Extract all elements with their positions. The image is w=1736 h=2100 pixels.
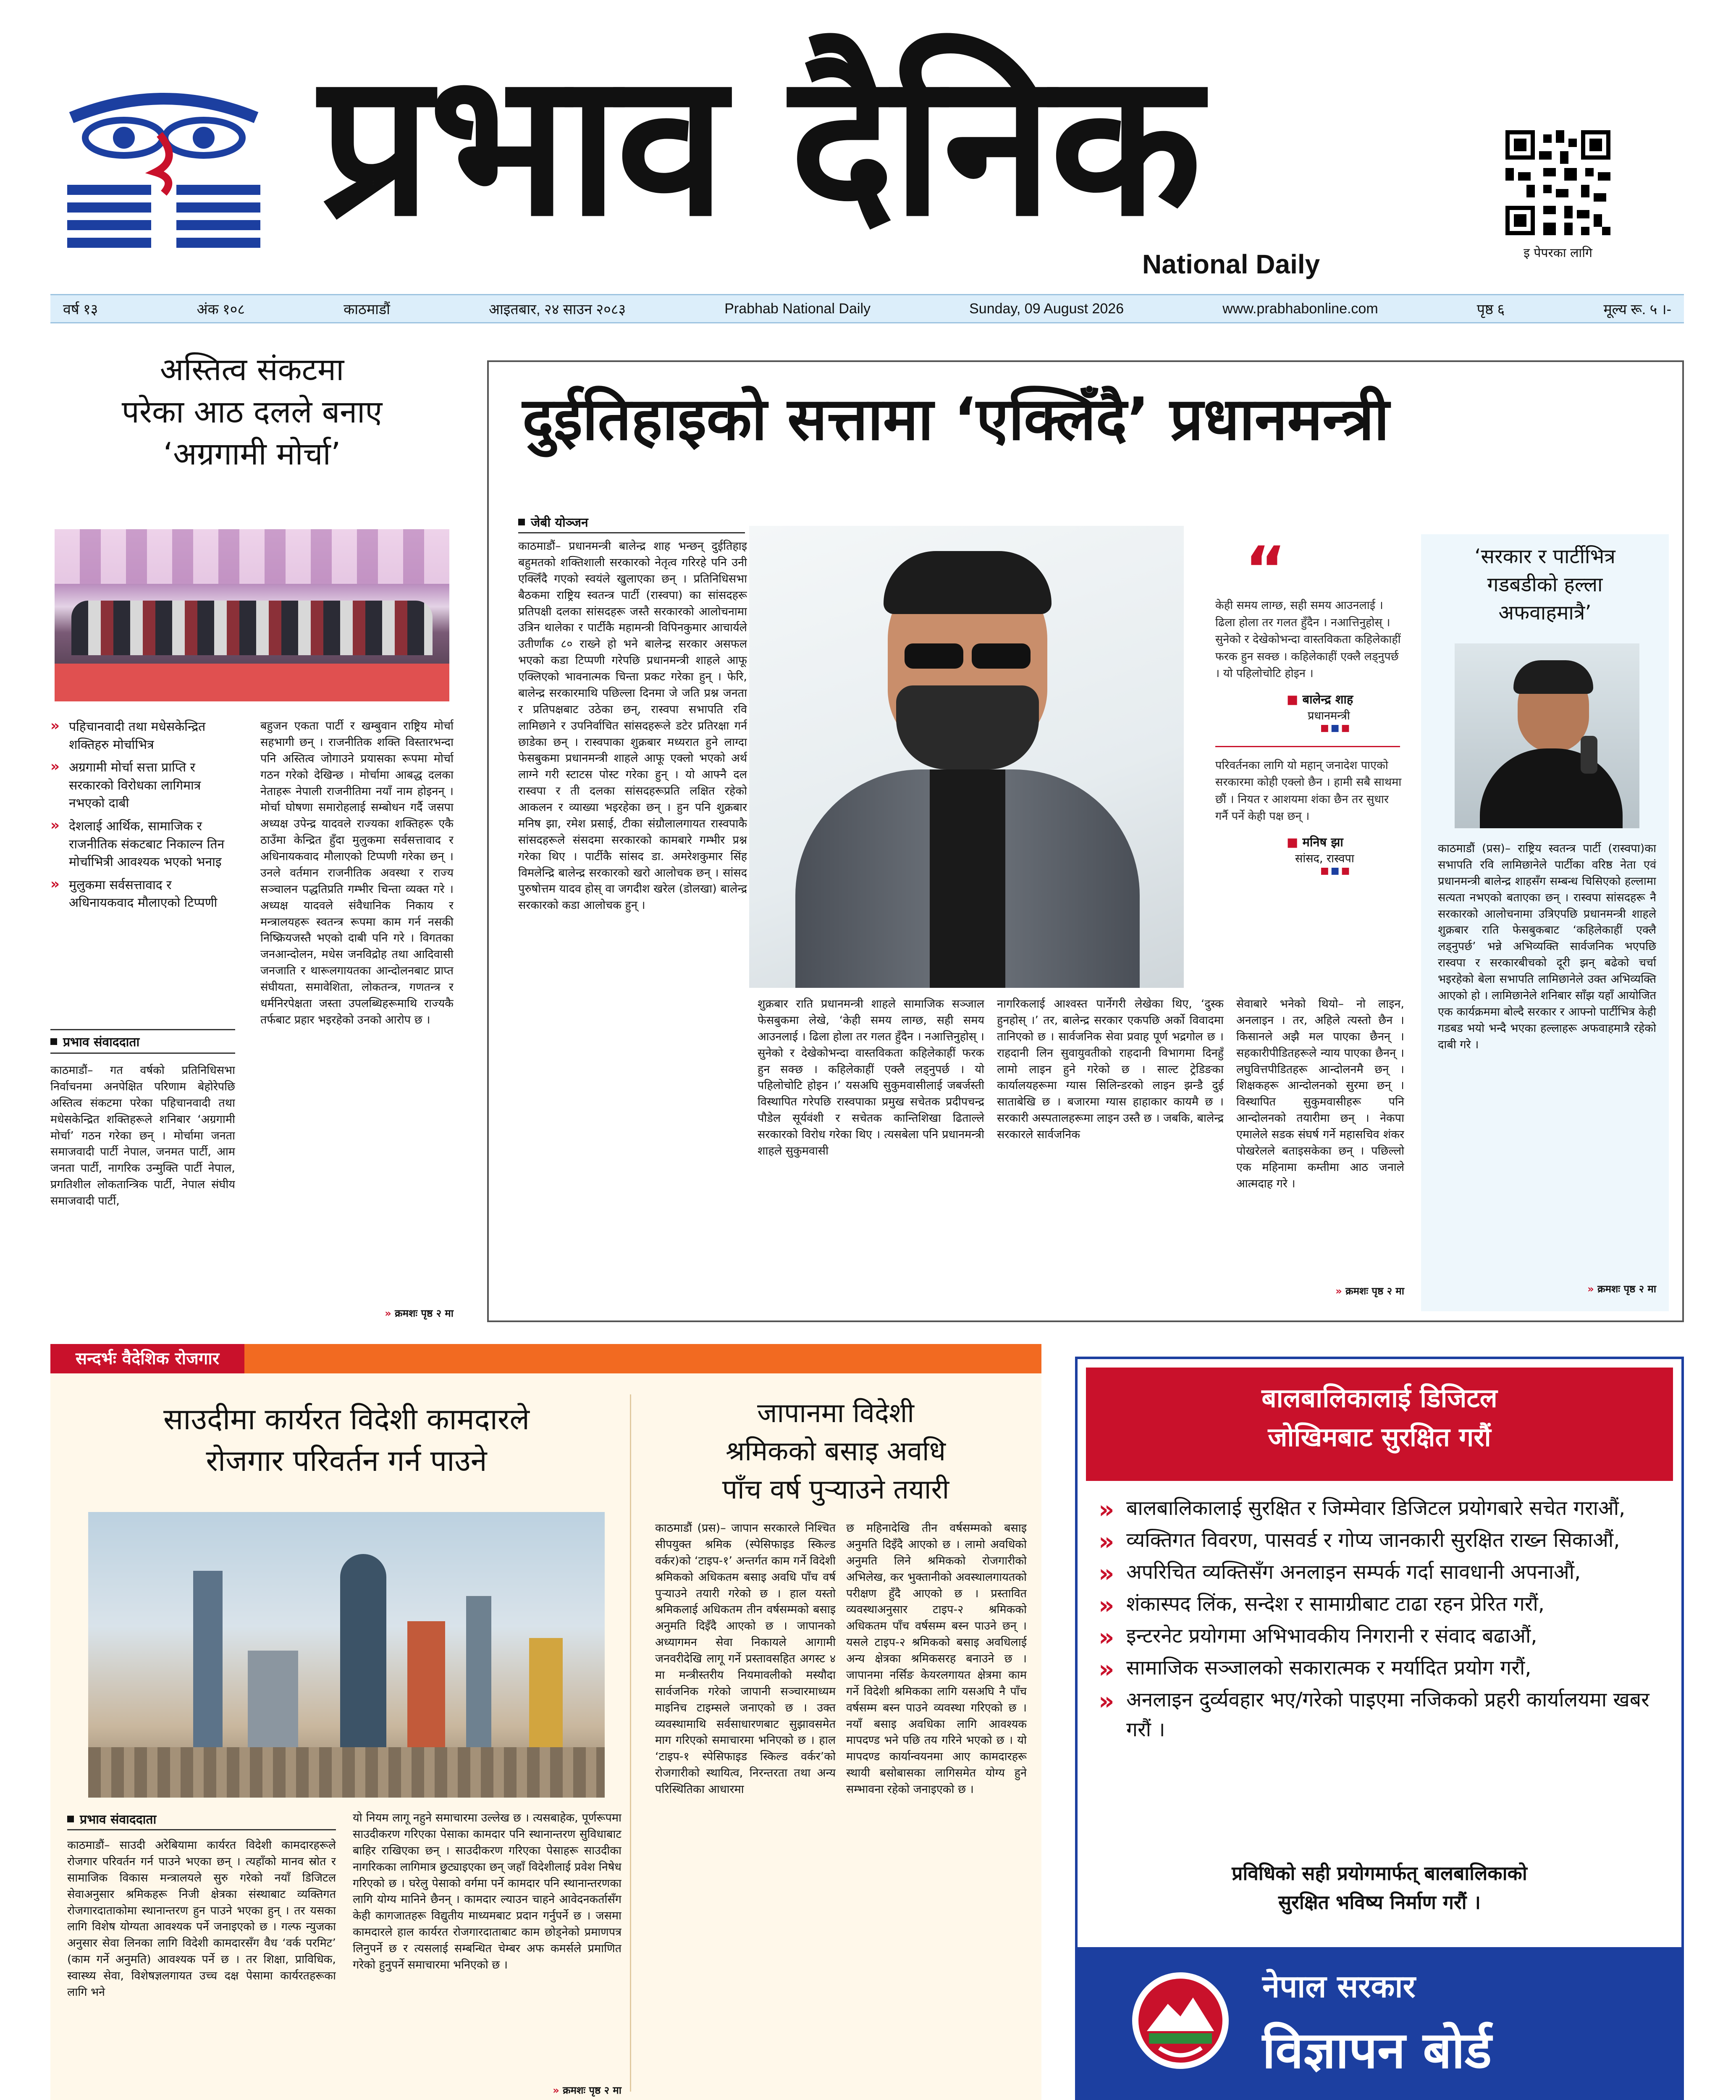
child-ad-title: बालबालिकालाई डिजिटल जोखिमबाट सुरक्षित गरौं bbox=[1086, 1368, 1673, 1481]
buddha-eyes-logo bbox=[55, 88, 273, 256]
foreign-employment-section bbox=[50, 1344, 1041, 2100]
child-ad-item-1: » बालबालिकालाई सुरक्षित र जिम्मेवार डिजिटल प्रयोगबारे सचेत गराऔं, bbox=[1094, 1494, 1665, 1523]
flag-dots-2: ■■■ bbox=[1320, 865, 1352, 876]
main-col-1: काठमाडौं– प्रधानमन्त्री बालेन्द्र शाह भन्छन् दुईतिहाइ बहुमतको शक्तिशाली सरकारको नेतृत्व गरिरहे पनि उनी एक्लिँदै गएको स्वयंले खुलाएका छन् । प्रतिनिधिसभा बैठकमा राष्ट्रिय स्वतन्त्र पार्टी (रास्वपा) का सांसदहरू प्रतिपक्षी दलका सांसदहरू जस्तै सरकारको आलोचनामा उत्रिन थालेका र पार्टीकै महामन्त्री विपिनकुमार आचार्यले उतीर्णांक ८० राख्ने हो भने बालेन्द्र सरकार असफल भएको कडा टिप्पणी गरेपछि प्रधानमन्त्री शाहले आफू एक्लिएको भावनात्मक चिन्ता प्रकट गरेका हुन् । फेरि, बालेन्द्र सरकारमाथि पछिल्ला दिनमा जे जति प्रश्न जनता र प्रतिपक्षबाट उठेका छन्, रास्वपा सभापति रवि लामिछाने र उपनिर्वाचित सांसदहरूले डटेर प्रतिरक्षा गर्न छाडेका छन् । रास्वपाका शुक्रबार मध्यरात हुने लाग्दा फेसबुकमा प्रधानमन्त्री शाहले आफू एक्लो भएको अर्थ लाग्ने गरी स्टाटस पोस्ट गरेका हुन् । यो आफ्नै दल रास्वपा र ती दलका सांसदहरूप्रति लक्षित रहेको आकलन र व्याख्या भइरहेका छन् । हुन पनि शुक्रबार मनिष झा, रमेश प्रसाई, टीका संग्रौलालगायत रास्वपाकै सांसदहरूले संसदमा सरकारको कामबारे गम्भीर प्रश्न गरेका थिए । पार्टीकै सांसद डा. अमरेशकुमार सिंह विमलेन्द्रि बालेन्द्र सरकारको खरो आलोचक छन् । सांसद पुरुषोत्तम यादव होस् वा जगदीश खरेल (डोलखा) बालेन्द्र सरकारको कडा आलोचक हुन् । bbox=[518, 540, 747, 912]
section-tag: सन्दर्भः वैदेशिक रोजगार bbox=[50, 1344, 244, 1373]
qr-code-icon[interactable] bbox=[1505, 130, 1610, 235]
quote-divider bbox=[1215, 746, 1400, 747]
info-page: पृष्ठ ६ bbox=[1476, 302, 1505, 318]
right-body: काठमाडौं (प्रस)– राष्ट्रिय स्वतन्त्र पार्टी (रास्वपा)का सभापति रवि लामिछानेले पार्टीका वरिष्ठ नेता एवं प्रधानमन्त्री बालेन्द्र शाहसँग सम्बन्ध चिसिएको हल्लामा सत्यता नभएको बताएका छन् । रास्वपा सांसदहरू नै सरकारको आलोचनामा उत्रिएपछि प्रधानमन्त्री शाहले शुक्रबार राति फेसबुकबाट ‘कहिलेकाहीं एक्लै लड्नुपर्छ’ भन्ने अभिव्यक्ति सार्वजनिक भएपछि रास्वपा र सरकारबीचको दूरी झन् बढेको चर्चा भइरहेको बेला सभापति लामिछानेले उक्त अभिव्यक्ति आएको हो । लामिछानेले शनिबार साँझ यहाँ आयोजित एक कार्यक्रममा बोल्दै सरकार र आफ्नो पार्टीभित्र केही गडबड भयो भन्दै भएका हल्लाहरू अफवाहमात्रै रहेको दाबी गरे । bbox=[1438, 842, 1656, 1051]
gov-label: नेपाल सरकार bbox=[1262, 1969, 1416, 2005]
main-story bbox=[487, 360, 1684, 1322]
child-ad-list bbox=[1094, 1494, 1665, 1747]
japan-col-2: छ महिनादेखि तीन वर्षसम्मको बसाइ अनुमति दिइँदै आएको छ । लामो अवधिको अनुमति लिने श्रमिकको रोजगारीको अभिलेख, कर भुक्तानीको अवस्थालगायतको परीक्षण हुँदै आएको छ । प्रस्तावित व्यवस्थाअनुसार टाइप-२ श्रमिकको अधिकतम पाँच वर्षसम्म बस्न पाउने छन् । यसले टाइप-२ श्रमिकको बसाइ अवधिलाई अन्य क्षेत्रका श्रमिकसरह बनाउने छ । जापानमा नर्सिङ केयरलगायत क्षेत्रमा काम गर्ने विदेशी श्रमिकका लागि यसअघि नै पाँच वर्षसम्म बस्न पाउने व्यवस्था गरिएको छ । नयाँ बसाइ अवधिका लागि आवश्यक मापदण्ड भने पछि तय गरिने भएको छ । यो मापदण्ड कार्यान्वयनमा आए कामदारहरू स्थायी बसोबासका लागिसमेत योग्य हुने सम्भावना रहेको जनाइएको छ । bbox=[846, 1522, 1027, 1796]
masthead-subtitle: National Daily bbox=[1142, 249, 1320, 279]
child-ad-item-5: » इन्टरनेट प्रयोगमा अभिभावकीय निगरानी र संवाद बढाऔं, bbox=[1094, 1621, 1665, 1651]
info-volume: वर्ष १३ bbox=[63, 302, 98, 318]
japan-headline: जापानमा विदेशी श्रमिकको बसाइ अवधि पाँच वर्ष पुऱ्याउने तयारी bbox=[722, 1398, 949, 1505]
info-price: मूल्य रू. ५ ।- bbox=[1603, 302, 1671, 318]
mp-quote-role: सांसद, रास्वपा bbox=[1295, 852, 1354, 865]
riyadh-skyline-photo bbox=[88, 1512, 605, 1798]
left-col-2: बहुजन एकता पार्टी र खम्बुवान राष्ट्रिय मोर्चा सहभागी छन् । राजनीतिक शक्ति विस्तारभन्दा पनि अस्तित्व जोगाउने प्रयासका रूपमा मोर्चा गठन गरेको देखिन्छ । मोर्चामा आबद्ध दलका नेताहरू नेपाली राजनीतिमा नयाँ नाम होइनन् । मोर्चा घोषणा समारोहलाई सम्बोधन गर्दै जसपा अध्यक्ष उपेन्द्र यादवले राज्यका शक्तिहरू एकै ठाउँमा केन्द्रित हुँदा मुलुकमा सर्वसत्तावाद र अधिनायकवाद मौलाएको टिप्पणी गरेका छन् । उनले वर्तमान राजनीतिक अवस्था र राज्य सञ्चालन पद्धतिप्रति गम्भीर चिन्ता व्यक्त गरे । अध्यक्ष यादवले संवैधानिक निकाय र मन्त्रालयहरू स्वतन्त्र रूपमा काम गर्न नसकी निष्क्रियजस्तै भएको दाबी पनि गरे । विगतका जनआन्दोलन, मधेस जनविद्रोह तथा आदिवासी जनजाति र थारूलगायतका आन्दोलनबाट प्राप्त संघीयता, समावेशिता, लोकतन्त्र, गणतन्त्र र धर्मनिरपेक्षता जस्ता उपलब्धिहरूमाथि राज्यकै तर्फबाट प्रहार भइरहेको उनको आरोप छ । bbox=[260, 719, 454, 1026]
left-col-1: काठमाडौं– गत वर्षको प्रतिनिधिसभा निर्वाचनमा अनपेक्षित परिणाम बेहोरेपछि अस्तित्व संकटमा परेका पहिचानवादी तथा मधेसकेन्द्रित शक्तिहरूले शनिबार ‘अग्रगामी मोर्चा’ गठन गरेका छन् । मोर्चामा जनता समाजवादी पार्टी नेपाल, जनमत पार्टी, आम जनता पार्टी, नागरिक उन्मुक्ति पार्टी नेपाल, प्रगतिशील लोकतान्त्रिक पार्टी, नेपाल संघीय समाजवादी पार्टी, bbox=[50, 1064, 235, 1208]
main-col-4: सेवाबारे भनेको थियो– नो लाइन, अनलाइन । तर, अहिले त्यस्तो छैन । किसानले अझै मल पाएका छैनन् । सहकारीपीडितहरूले न्याय पाएका छैनन् । लघुवित्तपीडितहरू आन्दोलनमै छन् । शिक्षकहरू आन्दोलनको सुरमा छन् । विस्थापित सुकुमवासीहरू पनि आन्दोलनको तयारीमा छन् । नेकपा एमालेले सडक संघर्ष गर्ने महासचिव शंकर पोखरेलले बताइसकेका छन् । पछिल्लो एक महिनामा कम्तीमा आठ जनाले आत्मदाह गरे । bbox=[1236, 998, 1404, 1190]
rabi-lamichhane-photo bbox=[1455, 643, 1639, 828]
qr-caption: इ पेपरका लागि bbox=[1524, 246, 1592, 260]
mp-quote-text: परिवर्तनका लागि यो महान् जनादेश पाएको सरकारमा कोही एक्लो छैन । हामी सबै साथमा छौं । नियत र आशयमा शंका छैन तर सुधार गर्नै पर्ने केही पक्ष छन् । bbox=[1215, 759, 1402, 823]
info-paper-name: Prabhab National Daily bbox=[724, 300, 871, 317]
child-ad-item-2: » व्यक्तिगत विवरण, पासवर्ड र गोप्य जानकारी सुरक्षित राख्न सिकाऔं, bbox=[1094, 1525, 1665, 1555]
main-col-2: शुक्रबार राति प्रधानमन्त्री शाहले सामाजिक सञ्जाल फेसबुकमा लेखे, ‘केही समय लाग्छ, सही समय आउनलाई । ढिला होला तर गलत हुँदैन । नआत्तिनुहोस् । सुनेको र देखेकोभन्दा वास्तविकता कहिलेकाहीं फरक हुन सक्छ । कहिलेकाहीं एक्लै लड्नुपर्छ । यो पहिलोचोटि होइन ।’ यसअघि सुकुमवासीलाई जबर्जस्ती विस्थापित गरेपछि रास्वपाका प्रमुख सचेतक प्रदीपचन्द्र पौडेल सूर्यवंशी र सचेतक कान्तिशिखा ढिताल्ले सरकारको विरोध गरेका थिए । त्यसबेला पनि प्रधानमन्त्री शाहले सुकुमवासी bbox=[758, 998, 984, 1158]
left-continued[interactable]: » क्रमशः पृष्ठ २ मा bbox=[385, 1307, 454, 1319]
child-ad-item-3: » अपरिचित व्यक्तिसँग अनलाइन सम्पर्क गर्दा सावधानी अपनाऔं, bbox=[1094, 1557, 1665, 1587]
mp-quote-name: ■ मनिष झा bbox=[1287, 835, 1343, 849]
pm-quote-role: प्रधानमन्त्री bbox=[1308, 709, 1350, 722]
child-ad-item-7: » अनलाइन दुर्व्यवहार भए/गरेको पाइएमा नजिकको प्रहरी कार्यालयमा खबर गरौं । bbox=[1094, 1685, 1665, 1744]
child-ad-item-6: » सामाजिक सञ्जालको सकारात्मक र मर्यादित प्रयोग गरौं, bbox=[1094, 1653, 1665, 1683]
ad-board-footer bbox=[1078, 1947, 1681, 2100]
masthead-title: प्रभाव दैनिक bbox=[319, 30, 1199, 260]
alliance-event-photo bbox=[55, 529, 449, 701]
main-col-3: नागरिकलाई आश्वस्त पार्नेगरी लेखेका थिए, ‘दुस्क हुनहोस् ।’ तर, बालेन्द्र सरकार एकपछि अर्को विवादमा तानिएको छ । सार्वजनिक सेवा प्रवाह पूर्ण भद्रगोल छ । राहदानी लिन सुवायुवतीको राहदानी विभागमा दिनहुँ लामो लाइन हुने गरेको छ । साल्ट ट्रेडिङका कार्यालयहरूमा ग्यास सिलिन्डरको लाइन झन्डै दुई साताबेखि छ । बजारमा ग्यास हाहाकार कायमै छ । सरकारी अस्पतालहरूमा लाइन उस्तै छ । जबकि, बालेन्द्र सरकारले सार्वजनिक bbox=[997, 998, 1224, 1141]
child-safety-ad bbox=[1075, 1357, 1684, 2100]
left-story bbox=[50, 349, 454, 1323]
main-headline: दुईतिहाइको सत्तामा ‘एक्लिँदै’ प्रधानमन्त्री bbox=[522, 385, 1390, 454]
section-divider bbox=[630, 1394, 631, 2092]
right-story bbox=[1421, 534, 1669, 1311]
saudi-continued[interactable]: » क्रमशः पृष्ठ २ मा bbox=[553, 2084, 621, 2096]
nepal-emblem-icon bbox=[1128, 1968, 1233, 2073]
left-headline: अस्तित्व संकटमा परेका आठ दलले बनाए ‘अग्रगामी मोर्चा’ bbox=[121, 352, 383, 472]
japan-col-1: काठमाडौं (प्रस)– जापान सरकारले निश्चित सीपयुक्त श्रमिक (स्पेसिफाइड स्किल्ड वर्कर)को ‘टाइप-१’ अन्तर्गत काम गर्ने विदेशी श्रमिकको अधिकतम बसाइ अवधि पाँच वर्ष पुऱ्याउने तयारी गरेको छ । हाल यस्तो श्रमिकलाई अधिकतम तीन वर्षसम्मको बसाइ अनुमति दिइँदै आएको छ । जापानको अध्यागमन सेवा निकायले आगामी जनवरीदेखि लागू गर्ने प्रस्तावसहित अगस्ट ४ मा मन्त्रीस्तरीय नियमावलीको मस्यौदा सार्वजनिक गरेको जापानी सञ्चारमाध्यम माइनिच टाइम्सले जनाएको छ । उक्त व्यवस्थामाथि सर्वसाधारणबाट सुझावसमेत माग गरिएको समाचारमा भनिएको छ । हाल ‘टाइप-१ स्पेसिफाइड स्किल्ड वर्कर’को रोजगारीको स्थायित्व, निरन्तरता तथा अन्य परिस्थितिका आधारमा bbox=[655, 1522, 836, 1796]
masthead bbox=[0, 0, 1736, 290]
section-tag-bar bbox=[50, 1344, 1041, 1373]
saudi-byline: प्रभाव संवाददाता bbox=[67, 1810, 336, 1830]
right-headline: ‘सरकार र पार्टीभित्र गडबडीको हल्ला अफवाहमात्रै’ bbox=[1474, 545, 1615, 625]
bullet-2: » अग्रगामी मोर्चा सत्ता प्राप्ति र सरकारको विरोधका लागिमात्र नभएको दाबी bbox=[50, 759, 235, 813]
quote-mark-icon: “ bbox=[1245, 533, 1286, 606]
main-continued[interactable]: » क्रमशः पृष्ठ २ मा bbox=[1335, 1285, 1404, 1297]
saudi-col-1: काठमाडौं– साउदी अरेबियामा कार्यरत विदेशी कामदारहरूले रोजगार परिवर्तन गर्न पाउने भएका छन् । त्यहाँको मानव स्रोत र सामाजिक विकास मन्त्रालयले सुरु गरेको नयाँ डिजिटल सेवाअनुसार श्रमिकहरू निजी क्षेत्रका संस्थाबाट व्यक्तिगत रोजगारदाताकोमा स्थानान्तरण हुन पाउने भएका हुन् । तर यसका लागि विशेष योग्यता आवश्यक पर्ने जनाइएको छ । गल्फ न्युजका अनुसार सेवा लिनका लागि विदेशी कामदारसँग वैध ‘वर्क परमिट’ (काम गर्ने अनुमति) आवश्यक पर्ने छ । तर शिक्षा, प्राविधिक, स्वास्थ्य सेवा, विशेषज्ञलगायत उच्च दक्ष पेसामा कार्यरतहरूका लागि भने bbox=[67, 1839, 336, 1999]
bullet-1: » पहिचानवादी तथा मधेसकेन्द्रित शक्तिहरु मोर्चाभित्र bbox=[50, 718, 235, 754]
main-byline: जेबी योञ्जन bbox=[518, 513, 745, 533]
info-date-en: Sunday, 09 August 2026 bbox=[969, 300, 1124, 317]
saudi-col-2: यो नियम लागू नहुने समाचारमा उल्लेख छ । त्यसबाहेक, पूर्णरूपमा साउदीकरण गरिएका पेसाका कामदार पनि स्थानान्तरण सुविधाबाट बाहिर राखिएका छन् । साउदीकरण गरिएका पेसाहरू साउदीका नागरिकका लागिमात्र छुट्याइएका छन् जहाँ विदेशीलाई प्रवेश निषेध गरिएको छ । घरेलु पेसाको वर्गमा पर्ने कामदार पनि स्थानान्तरणका लागि योग्य मानिने छैनन् । कामदार ल्याउन चाहने आवेदनकर्तासँग केही कागजातहरू विद्युतीय माध्यमबाट प्रदान गर्नुपर्ने छ । जसमा कामदारले हाल कार्यरत रोजगारदाताबाट काम छोड्नेको प्रमाणपत्र लिनुपर्ने छ र त्यसलाई सम्बन्धित चेम्बर अफ कमर्सले प्रमाणित गरेको हुनुपर्ने समाचारमा भनिएको छ । bbox=[353, 1811, 621, 1971]
board-label: विज्ञापन बोर्ड bbox=[1262, 2021, 1492, 2080]
pm-quote-name: ■ बालेन्द्र शाह bbox=[1287, 692, 1353, 706]
info-bar bbox=[50, 294, 1684, 323]
child-ad-slogan: प्रविधिको सही प्रयोगमार्फत् बालबालिकाको सुरक्षित भविष्य निर्माण गरौं । bbox=[1232, 1862, 1527, 1914]
left-byline: प्रभाव संवाददाता bbox=[50, 1029, 235, 1054]
info-issue: अंक १०८ bbox=[197, 302, 245, 318]
pm-quote bbox=[1144, 533, 1404, 992]
prime-minister-photo bbox=[749, 526, 1184, 988]
bullet-3: » देशलाई आर्थिक, सामाजिक र राजनीतिक संकटबाट निकाल्न तिन मोर्चाभित्री आवश्यक भएको भनाइ bbox=[50, 818, 235, 872]
left-bullets bbox=[50, 718, 235, 912]
child-ad-item-4: » शंकास्पद लिंक, सन्देश र सामाग्रीबाट टाढा रहन प्रेरित गरौं, bbox=[1094, 1589, 1665, 1619]
pm-quote-text: केही समय लाग्छ, सही समय आउनलाई । ढिला होला तर गलत हुँदैन । नआत्तिनुहोस् । सुनेको र देखेकोभन्दा वास्तविकता कहिलेकाहीं फरक हुन सक्छ । कहिलेकाहीं एक्लै लड्नुपर्छ । यो पहिलोचोटि होइन । bbox=[1215, 599, 1401, 680]
right-continued[interactable]: » क्रमशः पृष्ठ २ मा bbox=[1587, 1283, 1656, 1295]
flag-dots: ■■■ bbox=[1320, 722, 1352, 733]
info-city: काठमाडौं bbox=[344, 302, 390, 318]
bullet-4: » मुलुकमा सर्वसत्तावाद र अधिनायकवाद मौलाएको टिप्पणी bbox=[50, 877, 235, 912]
info-website-link[interactable]: www.prabhabonline.com bbox=[1222, 300, 1378, 317]
info-date-np: आइतबार, २४ साउन २०८३ bbox=[489, 302, 626, 318]
saudi-headline: साउदीमा कार्यरत विदेशी कामदारले रोजगार परिवर्तन गर्न पाउने bbox=[163, 1402, 530, 1478]
